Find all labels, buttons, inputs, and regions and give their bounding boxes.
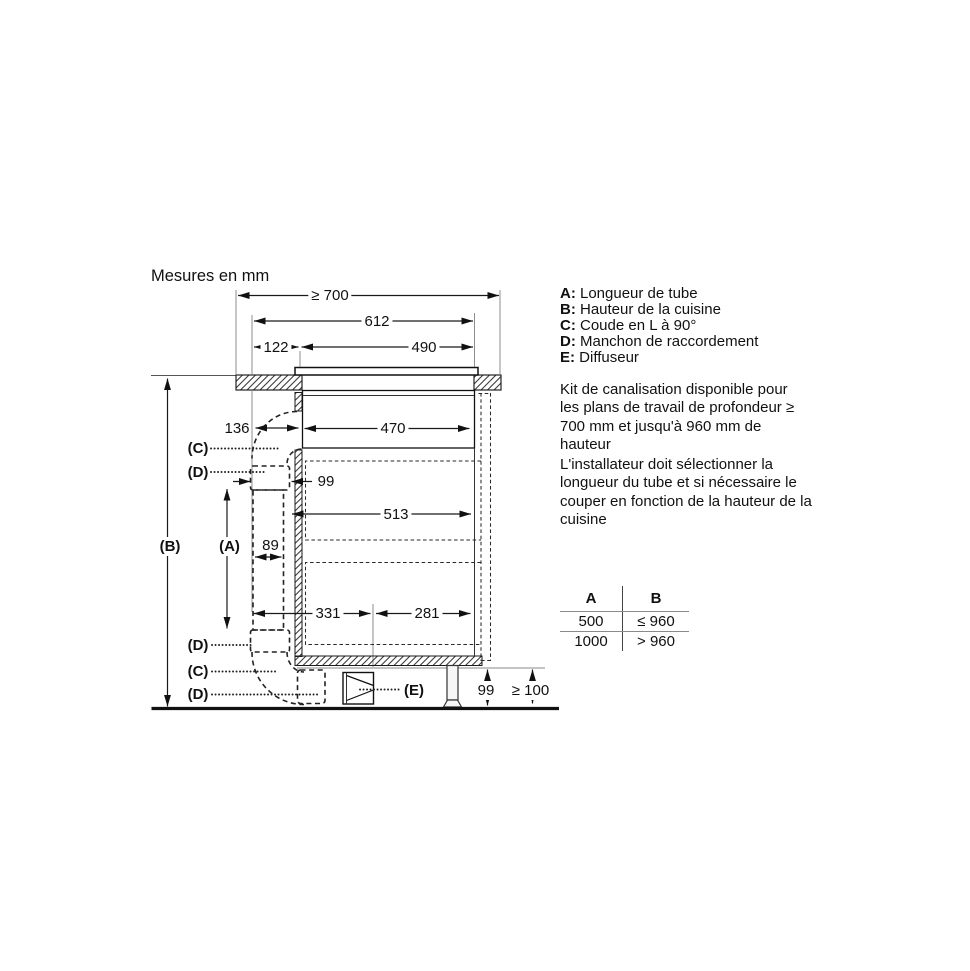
note-duct-kit: Kit de canalisation disponible pour les plans de travail de profondeur ≥ 700 mm et jusqu'à 960 mm de hauteur bbox=[560, 381, 795, 454]
legend-item-b bbox=[560, 302, 820, 318]
legend-item-c bbox=[560, 318, 820, 334]
dim-floor-clearance: ≥ 100 bbox=[509, 681, 552, 700]
table-cell-b: ≤ 960 bbox=[622, 612, 689, 631]
table-cell-a: 1000 bbox=[574, 633, 608, 650]
dim-rear-gap: 99 bbox=[317, 473, 335, 490]
label-elbow-bottom: (C) bbox=[187, 662, 209, 680]
legend-label: Hauteur de la cuisine bbox=[580, 301, 721, 318]
worktop bbox=[151, 375, 501, 390]
legend-item-d bbox=[560, 334, 820, 350]
dim-plinth-gap: 99 bbox=[475, 681, 498, 700]
dim-span-left: 331 bbox=[312, 604, 343, 623]
label-diffuser: (E) bbox=[404, 681, 424, 699]
legend-item-e bbox=[560, 350, 820, 366]
dim-tube-width: 89 bbox=[262, 536, 279, 554]
table-header-row bbox=[560, 586, 689, 612]
legend-label: Manchon de raccordement bbox=[580, 333, 759, 350]
note-installer: L'installateur doit sélectionner la longueur du tube et si nécessaire le couper en fonction de la hauteur de la cuisine bbox=[560, 456, 812, 529]
table-cell-b: > 960 bbox=[622, 632, 689, 651]
label-kitchen-height: (B) bbox=[157, 537, 184, 556]
legend-key: E: bbox=[560, 349, 575, 366]
sleeve-top bbox=[251, 466, 290, 490]
tube bbox=[253, 490, 284, 630]
label-tube-length: (A) bbox=[216, 537, 243, 556]
legend-label: Coude en L à 90° bbox=[580, 317, 697, 334]
dim-duct-offset: 136 bbox=[224, 419, 250, 437]
legend-key: A: bbox=[560, 285, 576, 302]
sleeve-bottom bbox=[251, 630, 290, 652]
tube-length-table bbox=[560, 586, 689, 651]
diffuser bbox=[343, 673, 374, 705]
dim-interior-width: 513 bbox=[380, 505, 411, 524]
units-note: Mesures en mm bbox=[151, 267, 270, 285]
legend-label: Longueur de tube bbox=[580, 285, 698, 302]
cabinet-leg bbox=[444, 666, 462, 708]
elbow-top-outer bbox=[252, 412, 297, 459]
legend-item-a bbox=[560, 286, 820, 302]
sleeve-outlet bbox=[298, 670, 326, 704]
legend-key: D: bbox=[560, 333, 576, 350]
label-elbow-top: (C) bbox=[187, 439, 209, 457]
label-sleeve-bottom: (D) bbox=[187, 636, 209, 654]
dim-width-total: 612 bbox=[361, 312, 392, 331]
legend-key: C: bbox=[560, 317, 576, 334]
table-cell-a: 500 bbox=[578, 613, 604, 630]
table-header-b: B bbox=[622, 586, 689, 611]
dim-cutout-width: 490 bbox=[408, 338, 439, 357]
dim-depth-min: ≥ 700 bbox=[308, 286, 351, 305]
table-header-a: A bbox=[585, 590, 597, 607]
label-sleeve-top: (D) bbox=[187, 463, 209, 481]
legend-key: B: bbox=[560, 301, 576, 318]
table-row bbox=[560, 612, 689, 632]
dim-span-right: 281 bbox=[411, 604, 442, 623]
table-row bbox=[560, 632, 689, 651]
dim-body-width: 470 bbox=[377, 419, 408, 438]
label-sleeve-outlet: (D) bbox=[187, 685, 209, 703]
legend-label: Diffuseur bbox=[579, 349, 639, 366]
legend bbox=[560, 286, 820, 366]
dim-offset-left: 122 bbox=[260, 338, 291, 357]
